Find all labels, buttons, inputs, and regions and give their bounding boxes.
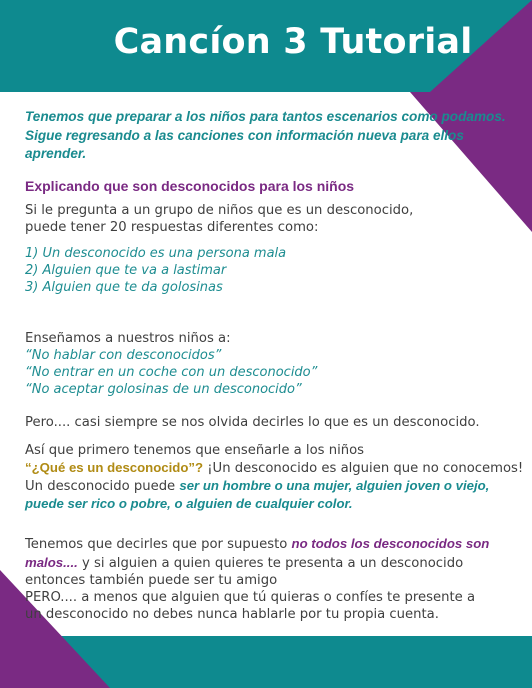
- page-title: Cancíon 3 Tutorial: [113, 22, 473, 62]
- asi-question-line: [25, 459, 525, 477]
- final-pero: PERO.... a menos que alguien que tú quieras o confíes te presente a un desconocido no debes nunca hablarle por tu propia cuenta.: [25, 589, 476, 623]
- paragraph-final: [25, 535, 495, 623]
- section-heading: Explicando que son desconocidos para los niños: [25, 177, 355, 194]
- final-emphasis: no todos los desconocidos son malos....: [25, 536, 490, 570]
- content: [25, 108, 525, 623]
- asi-after-question: ¡Un desconocido es alguien que no conocemos!: [203, 460, 524, 476]
- header-band: [0, 0, 532, 92]
- paragraph-question: Si le pregunta a un grupo de niños que es un desconocido, puede tener 20 respuestas diferentes como:: [25, 202, 414, 235]
- final-start: Tenemos que decirles que por supuesto: [25, 537, 292, 553]
- teach-item: “No entrar en un coche con un desconocido”: [25, 364, 318, 380]
- paragraph-asi: [25, 442, 525, 514]
- paragraph-pero: Pero.... casi siempre se nos olvida decirles lo que es un desconocido.: [25, 415, 480, 431]
- answers-list: [25, 245, 525, 297]
- teach-item: “No hablar con desconocidos”: [25, 347, 222, 363]
- answer-item: 2) Alguien que te va a lastimar: [25, 263, 227, 279]
- final-middle: y si alguien a quien quieres te presenta a un desconocido entonces también puede ser tu amigo: [25, 555, 464, 588]
- asi-description: [25, 477, 525, 513]
- answer-item: 3) Alguien que te da golosinas: [25, 280, 223, 296]
- teach-list: [25, 347, 525, 399]
- asi-line: Así que primero tenemos que enseñarle a los niños: [25, 442, 365, 458]
- asi-question: “¿Qué es un desconocido”?: [25, 459, 204, 475]
- asi-emphasis: ser un hombre o una mujer, alguien joven o viejo, puede ser rico o pobre, o alguien de cualquier color.: [25, 477, 490, 512]
- answer-item: 1) Un desconocido es una persona mala: [25, 245, 287, 261]
- teach-item: “No aceptar golosinas de un desconocido”: [25, 382, 302, 398]
- teach-intro: Enseñamos a nuestros niños a:: [25, 330, 231, 346]
- asi-desc-start: Un desconocido puede: [25, 478, 180, 494]
- intro-paragraph: Tenemos que preparar a los niños para tantos escenarios como podamos. Sigue regresando a las canciones con información nueva para ellos aprender.: [25, 109, 506, 161]
